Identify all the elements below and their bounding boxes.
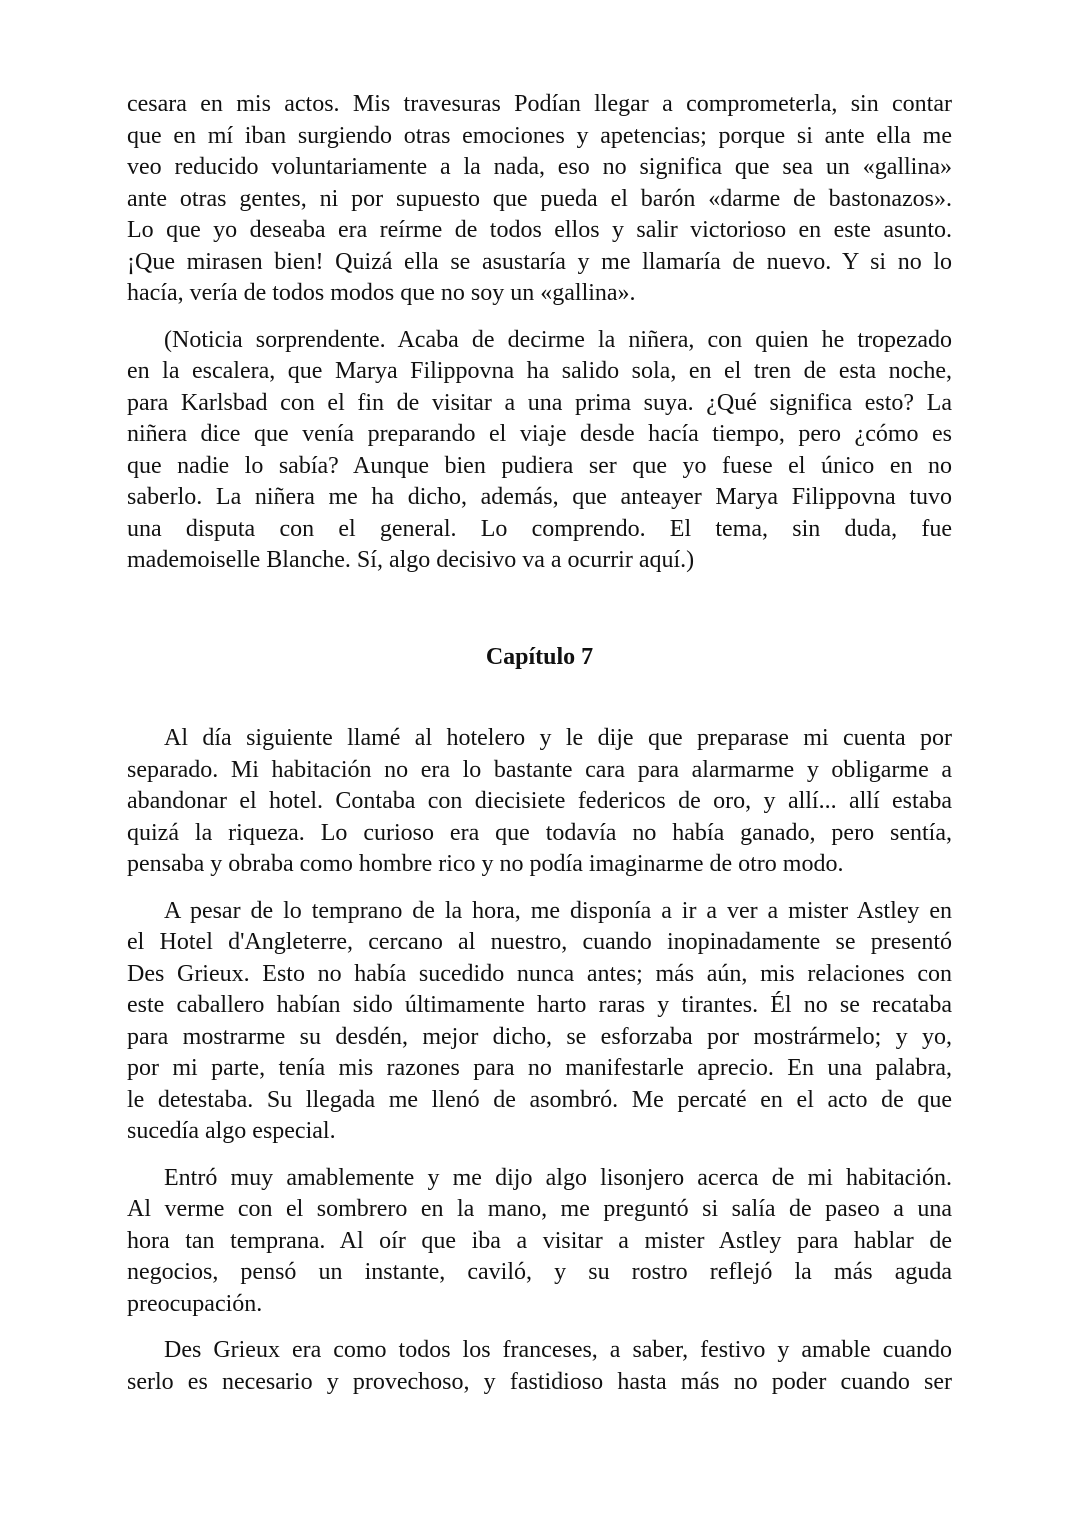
paragraph [127,723,952,881]
text-line: le detestaba. Su llegada me llenó de asombró. Me percaté en el acto de que [127,1086,952,1113]
paragraph [127,1163,952,1321]
text-line: veo reducido voluntariamente a la nada, eso no significa que sea un «gallina» [127,154,952,180]
paragraph [127,89,952,310]
chapter-heading: Capítulo 7 [485,643,594,670]
text-line: niñera dice que venía preparando el viaje desde hacía tiempo, pero ¿cómo es [127,421,952,447]
text-line: Des Grieux era como todos los franceses, a saber, festivo y amable cuando [164,1337,952,1363]
text-line: por mi parte, tenía mis razones para no manifestarle aprecio. En una palabra, [127,1055,952,1081]
text-line: hacía, vería de todos modos que no soy un «gallina». [127,280,636,306]
text-line: que en mí iban surgiendo otras emociones y apetencias; porque si ante ella me [127,122,952,149]
text-line: en la escalera, que Marya Filippovna ha salido sola, en el tren de esta noche, [127,358,952,384]
text-line: para Karlsbad con el fin de visitar a una prima suya. ¿Qué significa esto? La [127,389,952,416]
text-line: mademoiselle Blanche. Sí, algo decisivo va a ocurrir aquí.) [127,547,695,573]
text-line: serlo es necesario y provechoso, y fastidioso hasta más no poder cuando ser [127,1368,952,1395]
text-line: este caballero habían sido últimamente harto raras y tirantes. Él no se recataba [127,992,952,1018]
text-line: A pesar de lo temprano de la hora, me disponía a ir a ver a mister Astley en [164,897,952,924]
text-line: Al verme con el sombrero en la mano, me preguntó si salía de paseo a una [127,1196,952,1222]
paragraph [127,1335,952,1398]
text-line: ante otras gentes, ni por supuesto que pueda el barón «darme de bastonazos». [127,185,952,212]
text-line: cesara en mis actos. Mis travesuras Podían llegar a comprometerla, sin contar [127,91,952,117]
text-line: hora tan temprana. Al oír que iba a visitar a mister Astley para hablar de [127,1227,952,1254]
text-line: abandonar el hotel. Contaba con diecisiete federicos de oro, y allí... allí estaba [127,788,952,814]
text-line: que nadie lo sabía? Aunque bien pudiera ser que yo fuese el único en no [127,452,952,479]
text-line: Des Grieux. Esto no había sucedido nunca antes; más aún, mis relaciones con [127,960,952,987]
text-line: sucedía algo especial. [127,1118,336,1144]
text-line: el Hotel d'Angleterre, cercano al nuestro, cuando inopinadamente se presentó [127,929,952,955]
paragraph [127,325,952,577]
text-line: pensaba y obraba como hombre rico y no podía imaginarme de otro modo. [127,851,844,877]
text-line: saberlo. La niñera me ha dicho, además, que anteayer Marya Filippovna tuvo [127,484,952,510]
text-line: Entró muy amablemente y me dijo algo lisonjero acerca de mi habitación. [164,1164,952,1191]
text-line: Al día siguiente llamé al hotelero y le dije que preparase mi cuenta por [164,725,952,751]
text-line: separado. Mi habitación no era lo bastante cara para alarmarme y obligarme a [127,756,952,783]
text-line: para mostrarme su desdén, mejor dicho, se esforzaba por mostrármelo; y yo, [127,1023,952,1050]
document-page [127,89,952,1413]
text-line: ¡Que mirasen bien! Quizá ella se asustaría y me llamaría de nuevo. Y si no lo [127,248,952,275]
text-line: Lo que yo deseaba era reírme de todos ellos y salir victorioso en este asunto. [127,217,952,243]
text-line: negocios, pensó un instante, caviló, y su rostro reflejó la más aguda [127,1259,952,1285]
text-line: preocupación. [127,1290,263,1317]
text-line: quizá la riqueza. Lo curioso era que todavía no había ganado, pero sentía, [127,819,952,846]
text-line: (Noticia sorprendente. Acaba de decirme la niñera, con quien he tropezado [164,326,952,353]
paragraph [127,896,952,1148]
text-line: una disputa con el general. Lo comprendo. El tema, sin duda, fue [127,515,952,542]
